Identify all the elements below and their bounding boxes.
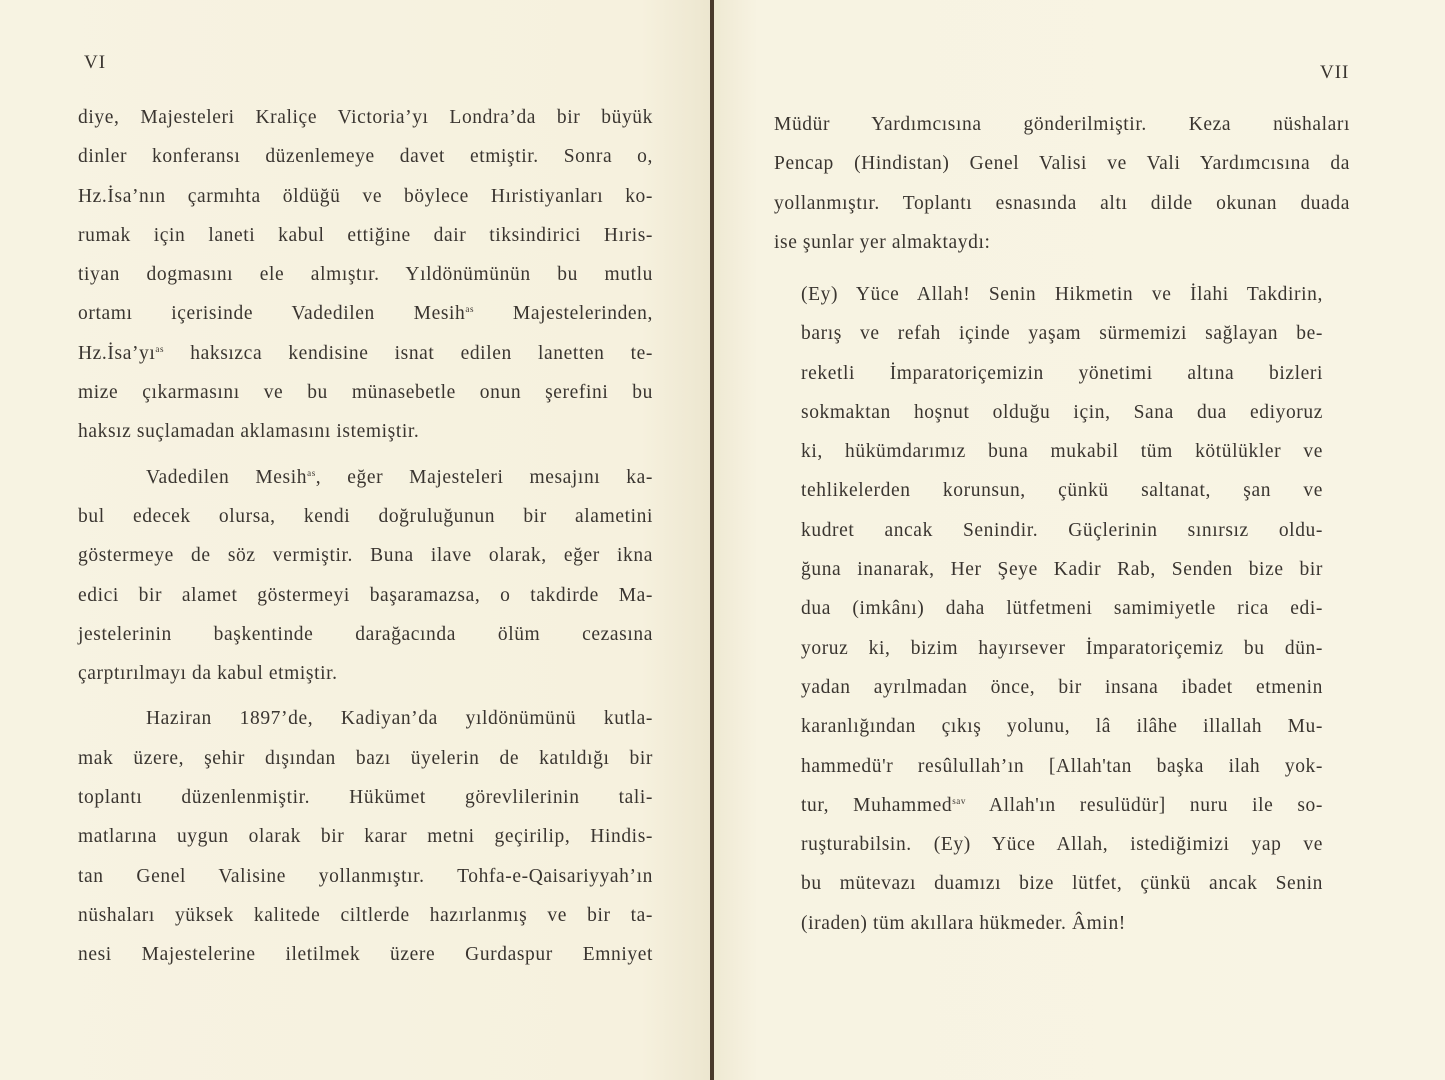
text-line: haksız suçlamadan aklamasını istemiştir. — [78, 421, 420, 443]
text-run: , eğer Majesteleri mesajını ka- — [315, 466, 653, 488]
text-line: ğuna inanarak, Her Şeye Kadir Rab, Senden bize bir — [801, 559, 1323, 581]
text-line: kudret ancak Senindir. Güçlerinin sınırsız oldu- — [801, 519, 1323, 541]
text-line: bu mütevazı duamızı bize lütfet, çünkü ancak Senin — [801, 873, 1323, 895]
text-line: Pencap (Hindistan) Genel Valisi ve Vali Yardımcısına da — [774, 153, 1350, 175]
paragraph — [78, 458, 653, 694]
text-line — [78, 458, 653, 497]
text-line: çarptırılmayı da kabul etmiştir. — [78, 663, 338, 685]
text-line: yadan ayrılmadan önce, bir insana ibadet etmenin — [801, 676, 1323, 698]
text-line: dinler konferansı düzenlemeye davet etmiştir. Sonra o, — [78, 146, 653, 168]
text-line: tan Genel Valisine yollanmıştır. Tohfa-e-Qaisariyyah’ın — [78, 865, 653, 887]
text-line — [78, 334, 653, 373]
honorific-superscript: as — [155, 343, 165, 354]
text-line: reketli İmparatoriçemizin yönetimi altına bizleri — [801, 362, 1323, 384]
page-number-right: VII — [1320, 62, 1350, 83]
text-line: matlarına uygun olarak bir karar metni geçirilip, Hindis- — [78, 826, 653, 848]
text-line: dua (imkânı) daha lütfetmeni samimiyetle rica edi- — [801, 598, 1323, 620]
paragraph — [78, 98, 653, 452]
text-line: jestelerinin başkentinde darağacında ölüm cezasına — [78, 623, 653, 645]
text-line: sokmaktan hoşnut olduğu için, Sana dua ediyoruz — [801, 401, 1323, 423]
text-line: edici bir alamet göstermeyi başaramazsa, o takdirde Ma- — [78, 584, 653, 606]
text-run: Vadedilen Mesih — [146, 466, 308, 488]
text-line: tehlikelerden korunsun, çünkü saltanat, şan ve — [801, 480, 1323, 502]
text-line: hammedü'r resûlullah’ın [Allah'tan başka ilah yok- — [801, 755, 1323, 777]
text-line: göstermeye de söz vermiştir. Buna ilave olarak, eğer ikna — [78, 545, 653, 567]
text-line: barış ve refah içinde yaşam sürmemizi sağlayan be- — [801, 323, 1323, 345]
honorific-superscript: as — [307, 467, 316, 478]
text-run: Allah'ın resulüdür] nuru ile so- — [966, 794, 1323, 816]
paragraph — [78, 699, 653, 974]
text-line: Haziran 1897’de, Kadiyan’da yıldönümünü kutla- — [146, 708, 653, 730]
text-line: Hz.İsa’nın çarmıhta öldüğü ve böylece Hıristiyanları ko- — [78, 185, 653, 207]
page-number-left: VI — [84, 52, 107, 73]
text-line: ise şunlar yer almaktaydı: — [774, 231, 991, 253]
text-line: toplantı düzenlenmiştir. Hükümet görevlilerinin tali- — [78, 787, 653, 809]
text-line: yoruz ki, bizim hayırsever İmparatoriçemiz bu dün- — [801, 637, 1323, 659]
text-line: tiyan dogmasını ele almıştır. Yıldönümünün bu mutlu — [78, 264, 653, 286]
text-line: yollanmıştır. Toplantı esnasında altı dilde okunan duada — [774, 192, 1350, 214]
text-line: nüshaları yüksek kalitede ciltlerde hazırlanmış ve bir ta- — [78, 904, 653, 926]
text-line: mize çıkarmasını ve bu münasebetle onun şerefini bu — [78, 382, 653, 404]
left-page-body — [78, 98, 653, 975]
honorific-superscript: sav — [952, 795, 967, 806]
text-line: nesi Majestelerine iletilmek üzere Gurdaspur Emniyet — [78, 944, 653, 966]
text-line: karanlığından çıkış yolunu, lâ ilâhe illallah Mu- — [801, 716, 1323, 738]
text-line — [801, 786, 1323, 825]
text-run: ortamı içerisinde Vadedilen Mesih — [78, 303, 466, 325]
left-page — [0, 0, 712, 1080]
text-line: (Ey) Yüce Allah! Senin Hikmetin ve İlahi Takdirin, — [801, 284, 1323, 305]
text-run: haksızca kendisine isnat edilen lanetten te- — [164, 342, 653, 364]
text-line: ruşturabilsin. (Ey) Yüce Allah, istediğimizi yap ve — [801, 834, 1323, 856]
honorific-superscript: as — [465, 304, 475, 315]
right-page-intro — [774, 105, 1350, 262]
text-line: bul edecek olursa, kendi doğruluğunun bir alametini — [78, 505, 653, 527]
text-line: ki, hükümdarımız buna mukabil tüm kötülükler ve — [801, 441, 1323, 463]
text-line: mak üzere, şehir dışından bazı üyelerin de katıldığı bir — [78, 747, 653, 769]
text-line: rumak için laneti kabul ettiğine dair tiksindirici Hıris- — [78, 224, 653, 246]
text-line: diye, Majesteleri Kraliçe Victoria’yı Londra’da bir büyük — [78, 107, 653, 128]
text-line — [78, 294, 653, 333]
text-run: Hz.İsa’yı — [78, 342, 156, 364]
prayer-quote-block — [801, 275, 1323, 943]
text-run: tur, Muhammed — [801, 794, 953, 816]
text-run: Majestelerinden, — [474, 303, 653, 325]
text-line: (iraden) tüm akıllara hükmeder. Âmin! — [801, 912, 1126, 934]
text-line: Müdür Yardımcısına gönderilmiştir. Keza nüshaları — [774, 114, 1350, 135]
